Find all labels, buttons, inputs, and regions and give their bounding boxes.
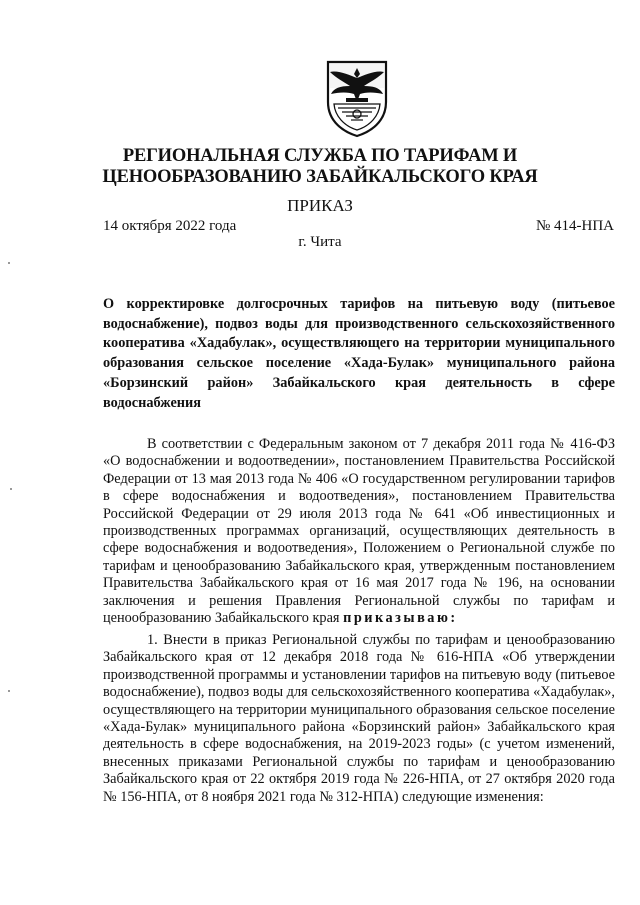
item-1-paragraph: 1. Внести в приказ Региональной службы по тарифам и ценообразованию Забайкальского края от 12 декабря 2018 года № 616-НПА «Об утверждении производственной программы и установлении тарифов на питьевую воду (питьевое водоснабжение), подвоз воды для сельскохозяйственного кооператива «Хадабулак», осуществляющего на территории муниципального образования сельское поселение «Хада-Булак» муниципального района «Борзинский район» Забайкальского края деятельность в сфере водоснабжения, на 2019-2023 годы» (с учетом изменений, внесенных приказами Региональной службы по тарифам и ценообразованию Забайкальского края от 22 октября 2019 года № 226-НПА, от 27 октября 2020 года № 156-НПА, от 8 ноября 2021 года № 312-НПА) следующие изменения:	[103, 632, 615, 805]
scan-mark	[8, 262, 10, 264]
preamble-paragraph	[103, 436, 615, 627]
preamble-text: В соответствии с Федеральным законом от 7 декабря 2011 года № 416-ФЗ «О водоснабжении и водоотведении», постановлением Правительства Российской Федерации от 13 мая 2013 года № 406 «О государственном регулировании тарифов в сфере водоснабжения и водоотведения», постановлением Правительства Российской Федерации от 29 июля 2013 года № 641 «Об инвестиционных и производственных программах организаций, осуществляющих деятельность в сфере водоснабжения и водоотведения», Положением о Региональной службе по тарифам и ценообразованию Забайкальского края, утвержденным постановлением Правительства Забайкальского края от 16 мая 2017 года № 196, на основании заключения и решения Правления Региональной службы по тарифам и ценообразованию Забайкальского края	[103, 436, 615, 627]
scan-mark	[10, 488, 12, 490]
order-command: приказываю:	[343, 610, 458, 627]
city: г. Чита	[298, 234, 342, 250]
organization-title-line1: РЕГИОНАЛЬНАЯ СЛУЖБА ПО ТАРИФАМ И	[122, 146, 518, 166]
order-number: № 414-НПА	[535, 218, 614, 234]
order-subject: О корректировке долгосрочных тарифов на питьевую воду (питьевое водоснабжение), подвоз воды для производственного сельскохозяйственного кооператива «Хадабулак», осуществляющего на территории муниципального образования сельское поселение «Хада-Булак» муниципального района «Борзинский район» Забайкальского края деятельность в сфере водоснабжения	[103, 296, 615, 411]
scan-mark	[8, 690, 10, 692]
organization-title	[40, 146, 600, 188]
document-type: ПРИКАЗ	[287, 196, 353, 215]
coat-of-arms-emblem-icon	[324, 58, 390, 138]
organization-title-line2: ЦЕНООБРАЗОВАНИЮ ЗАБАЙКАЛЬСКОГО КРАЯ	[102, 167, 538, 187]
order-date: 14 октября 2022 года	[103, 218, 237, 234]
